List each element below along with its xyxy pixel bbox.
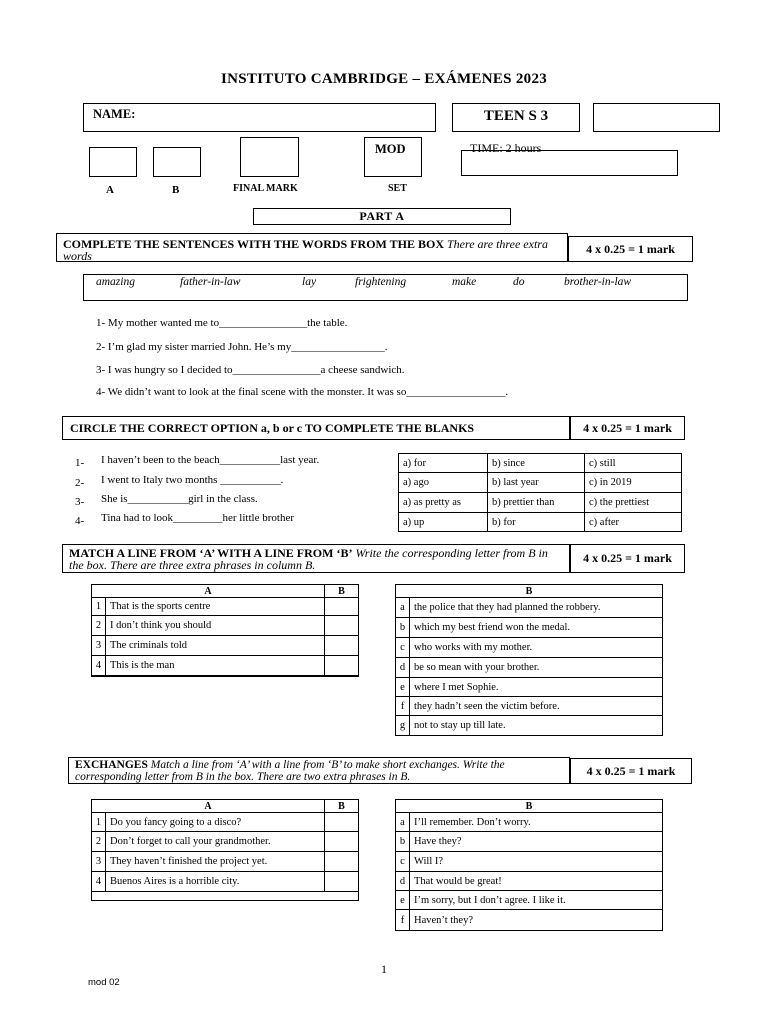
row-text: They haven’t finished the project yet. bbox=[106, 852, 325, 872]
options-row bbox=[399, 513, 682, 532]
answer-box[interactable] bbox=[325, 616, 359, 636]
answer-box[interactable] bbox=[325, 813, 359, 832]
row-number: 3 bbox=[92, 852, 106, 872]
col-b-header: B bbox=[396, 585, 663, 598]
answer-box[interactable] bbox=[325, 832, 359, 852]
row-text: I’ll remember. Don’t worry. bbox=[410, 813, 663, 832]
list-item bbox=[396, 638, 663, 658]
section2-instruction-box bbox=[62, 416, 570, 440]
row-text: Buenos Aires is a horrible city. bbox=[106, 872, 325, 892]
row-number: 4 bbox=[92, 656, 106, 676]
option-c[interactable]: c) after bbox=[585, 513, 682, 532]
row-text: not to stay up till late. bbox=[410, 716, 663, 736]
table-row bbox=[92, 598, 359, 616]
label-b: B bbox=[172, 184, 180, 196]
option-a[interactable]: a) for bbox=[399, 454, 488, 473]
col-b-header: B bbox=[325, 585, 359, 598]
col-b-header: B bbox=[396, 800, 663, 813]
name-label: NAME: bbox=[93, 107, 136, 121]
row-text: That is the sports centre bbox=[106, 598, 325, 616]
row-text: they hadn’t seen the victim before. bbox=[410, 697, 663, 716]
list-item bbox=[396, 697, 663, 716]
section4-mark: 4 x 0.25 = 1 mark bbox=[570, 758, 692, 784]
row-letter: d bbox=[396, 872, 410, 891]
row-text: This is the man bbox=[106, 656, 325, 676]
list-item bbox=[396, 872, 663, 891]
section3-table-a-tail bbox=[91, 666, 359, 677]
row-letter: e bbox=[396, 678, 410, 697]
list-item bbox=[396, 598, 663, 618]
section1-instruction-italic: There are three extra words bbox=[63, 237, 548, 263]
option-b[interactable]: b) last year bbox=[488, 473, 585, 493]
list-item bbox=[396, 891, 663, 910]
row-letter: f bbox=[396, 697, 410, 716]
level-box bbox=[452, 103, 580, 132]
label-final-mark: FINAL MARK bbox=[233, 183, 298, 194]
level-extra-box[interactable] bbox=[593, 103, 720, 132]
section1-mark: 4 x 0.25 = 1 mark bbox=[568, 236, 693, 262]
section2-sentence: She is___________girl in the class. bbox=[101, 493, 258, 505]
row-text: the police that they had planned the robbery. bbox=[410, 598, 663, 618]
row-text: which my best friend won the medal. bbox=[410, 618, 663, 638]
name-field[interactable] bbox=[83, 103, 436, 132]
section2-sentence: I went to Italy two months ___________. bbox=[101, 474, 284, 486]
row-text: I don’t think you should bbox=[106, 616, 325, 636]
answer-box[interactable] bbox=[325, 636, 359, 656]
mod-label: MOD bbox=[375, 142, 406, 156]
score-b-box[interactable] bbox=[153, 147, 201, 177]
list-item bbox=[396, 658, 663, 678]
time-label: TIME: 2 hours bbox=[470, 141, 542, 155]
table-row bbox=[92, 872, 359, 892]
list-item bbox=[396, 716, 663, 736]
word-item: brother-in-law bbox=[564, 276, 632, 288]
section4-instruction-bold: EXCHANGES bbox=[75, 759, 148, 771]
row-number: 2 bbox=[92, 616, 106, 636]
section2-sentence: I haven’t been to the beach___________last year. bbox=[101, 454, 320, 466]
col-a-header: A bbox=[92, 585, 325, 598]
section2-number: 1- bbox=[75, 457, 85, 469]
row-text: be so mean with your brother. bbox=[410, 658, 663, 678]
table-row bbox=[92, 832, 359, 852]
part-a-label: PART A bbox=[359, 209, 405, 223]
part-a-box bbox=[253, 208, 511, 225]
label-set: SET bbox=[388, 183, 407, 194]
mod-set-box[interactable] bbox=[364, 137, 422, 177]
row-text: Do you fancy going to a disco? bbox=[106, 813, 325, 832]
section4-table-a bbox=[91, 799, 359, 892]
word-item: make bbox=[452, 276, 477, 288]
row-text: That would be great! bbox=[410, 872, 663, 891]
section4-instruction-italic: Match a line from ‘A’ with a line from ‘B’ to make short exchanges. Write the corresponding letter from B in the box. There are two extra phrases in B. bbox=[75, 759, 505, 783]
final-mark-box[interactable] bbox=[240, 137, 299, 177]
row-text: Haven’t they? bbox=[410, 910, 663, 931]
row-letter: g bbox=[396, 716, 410, 736]
section1-sentence[interactable]: 4- We didn’t want to look at the final scene with the monster. It was so__________________. bbox=[96, 386, 509, 398]
row-letter: a bbox=[396, 598, 410, 618]
row-number: 4 bbox=[92, 872, 106, 892]
row-letter: e bbox=[396, 891, 410, 910]
exam-title: INSTITUTO CAMBRIDGE – EXÁMENES 2023 bbox=[220, 71, 548, 87]
list-item bbox=[396, 832, 663, 852]
row-text: Will I? bbox=[410, 852, 663, 872]
option-a[interactable]: a) up bbox=[399, 513, 488, 532]
section3-instruction bbox=[63, 545, 569, 573]
row-letter: a bbox=[396, 813, 410, 832]
row-text: I’m sorry, but I don’t agree. I like it. bbox=[410, 891, 663, 910]
section3-table-a bbox=[91, 584, 359, 676]
row-text: Have they? bbox=[410, 832, 663, 852]
option-b[interactable]: b) since bbox=[488, 454, 585, 473]
row-letter: c bbox=[396, 638, 410, 658]
col-a-header: A bbox=[92, 800, 325, 813]
row-number: 1 bbox=[92, 598, 106, 616]
page-number: 1 bbox=[381, 962, 387, 976]
section3-mark: 4 x 0.25 = 1 mark bbox=[570, 544, 685, 573]
table-row bbox=[92, 636, 359, 656]
option-c[interactable]: c) still bbox=[585, 454, 682, 473]
section1-instruction-bold: COMPLETE THE SENTENCES WITH THE WORDS FROM THE BOX bbox=[63, 237, 444, 251]
word-item: lay bbox=[302, 276, 317, 288]
answer-box[interactable] bbox=[325, 872, 359, 892]
options-row bbox=[399, 473, 682, 493]
list-item bbox=[396, 910, 663, 931]
row-letter: b bbox=[396, 618, 410, 638]
level-label: TEEN S 3 bbox=[483, 108, 549, 124]
option-c[interactable]: c) in 2019 bbox=[585, 473, 682, 493]
option-b[interactable]: b) prettier than bbox=[488, 493, 585, 513]
option-b[interactable]: b) for bbox=[488, 513, 585, 532]
word-box bbox=[83, 274, 688, 301]
section3-instruction-bold: MATCH A LINE FROM ‘A’ WITH A LINE FROM ‘B’ bbox=[69, 546, 353, 560]
section4-table-a-tail bbox=[91, 891, 359, 901]
section3-instruction-italic: Write the corresponding letter from B in the box. There are three extra phrases in column B. bbox=[69, 546, 548, 572]
row-number: 3 bbox=[92, 636, 106, 656]
time-box[interactable] bbox=[461, 150, 678, 176]
section1-sentence[interactable]: 3- I was hungry so I decided to________________a cheese sandwich. bbox=[96, 364, 405, 376]
table-row bbox=[92, 813, 359, 832]
list-item bbox=[396, 852, 663, 872]
table-row bbox=[92, 616, 359, 636]
row-text: who works with my mother. bbox=[410, 638, 663, 658]
row-letter: b bbox=[396, 832, 410, 852]
section3-table-b bbox=[395, 584, 663, 736]
word-item: father-in-law bbox=[180, 276, 241, 288]
options-row bbox=[399, 454, 682, 473]
row-letter: f bbox=[396, 910, 410, 931]
section4-instruction-box bbox=[68, 757, 570, 784]
word-item: amazing bbox=[96, 276, 135, 288]
word-item: frightening bbox=[355, 276, 407, 288]
section3-instruction-box bbox=[62, 544, 570, 573]
section2-options-table bbox=[398, 453, 682, 532]
word-item: do bbox=[513, 276, 525, 288]
table-row bbox=[92, 852, 359, 872]
option-c[interactable]: c) the prettiest bbox=[585, 493, 682, 513]
row-number: 2 bbox=[92, 832, 106, 852]
section2-number: 2- bbox=[75, 477, 85, 489]
section4-table-b bbox=[395, 799, 663, 931]
option-a[interactable]: a) ago bbox=[399, 473, 488, 493]
label-a: A bbox=[106, 184, 114, 196]
list-item bbox=[396, 618, 663, 638]
row-letter: d bbox=[396, 658, 410, 678]
section1-sentence[interactable]: 2- I’m glad my sister married John. He’s my_________________. bbox=[96, 341, 388, 353]
options-row bbox=[399, 493, 682, 513]
section2-sentence: Tina had to look_________her little brother bbox=[101, 512, 294, 524]
section2-number: 4- bbox=[75, 515, 85, 527]
answer-box[interactable] bbox=[325, 852, 359, 872]
row-text: Don’t forget to call your grandmother. bbox=[106, 832, 325, 852]
section1-instruction bbox=[57, 234, 567, 266]
list-item bbox=[396, 813, 663, 832]
option-a[interactable]: a) as pretty as bbox=[399, 493, 488, 513]
section1-sentence[interactable]: 1- My mother wanted me to________________the table. bbox=[96, 317, 348, 329]
section4-instruction bbox=[69, 758, 569, 784]
section1-instruction-box bbox=[56, 233, 568, 262]
row-text: where I met Sophie. bbox=[410, 678, 663, 697]
col-b-header: B bbox=[325, 800, 359, 813]
row-text: The criminals told bbox=[106, 636, 325, 656]
section2-number: 3- bbox=[75, 496, 85, 508]
row-number: 1 bbox=[92, 813, 106, 832]
section2-mark: 4 x 0.25 = 1 mark bbox=[570, 416, 685, 440]
list-item bbox=[396, 678, 663, 697]
section2-instruction: CIRCLE THE CORRECT OPTION a, b or c TO COMPLETE THE BLANKS bbox=[70, 421, 475, 435]
score-a-box[interactable] bbox=[89, 147, 137, 177]
footer-code: mod 02 bbox=[88, 977, 120, 988]
answer-box[interactable] bbox=[325, 598, 359, 616]
row-letter: c bbox=[396, 852, 410, 872]
